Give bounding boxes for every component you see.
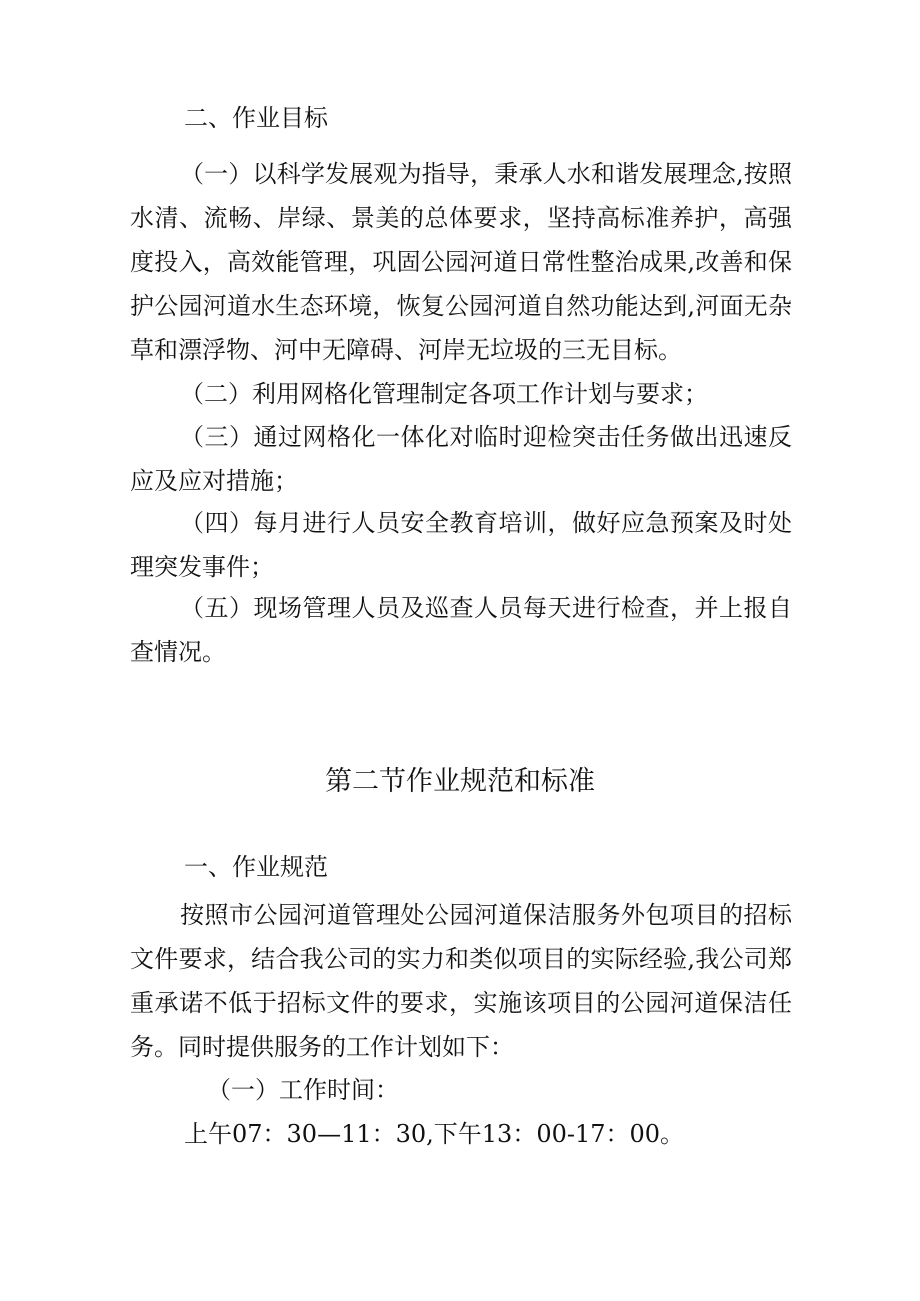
section-heading-norms: 一、作业规范 (184, 853, 328, 881)
section-heading-goals: 二、作业目标 (184, 104, 328, 132)
work-time-subheading: （一）工作时间： (207, 1076, 399, 1104)
goal-item-1: （一）以科学发展观为指导，秉承人水和谐发展理念,按照水清、流畅、岸绿、景美的总体要求，坚持高标准养护，高强度投入，高效能管理，巩固公园河道日常性整治成果,改善和保护公园河道水生态环境，恢复公园河道自然功能达到,河面无杂草和漂浮物、河中无障碍、河岸无垃圾的三无目标。 (130, 160, 792, 364)
work-time-value: 上午07：30—11：30,下午13：00-17：00。 (184, 1120, 685, 1148)
norms-paragraph: 按照市公园河道管理处公园河道保洁服务外包项目的招标文件要求，结合我公司的实力和类似项目的实际经验,我公司郑重承诺不低于招标文件的要求，实施该项目的公园河道保洁任务。同时提供服务的工作计划如下： (130, 901, 792, 1061)
goal-item-3: （三）通过网格化一体化对临时迎检突击任务做出迅速反应及应对措施； (130, 423, 792, 495)
goal-item-5: （五）现场管理人员及巡查人员每天进行检查，并上报自查情况。 (130, 594, 792, 666)
goal-item-2: （二）利用网格化管理制定各项工作计划与要求； (180, 380, 708, 408)
chapter-title: 第二节作业规范和标准 (325, 766, 595, 797)
goal-item-4: （四）每月进行人员安全教育培训，做好应急预案及时处理突发事件； (130, 509, 792, 581)
